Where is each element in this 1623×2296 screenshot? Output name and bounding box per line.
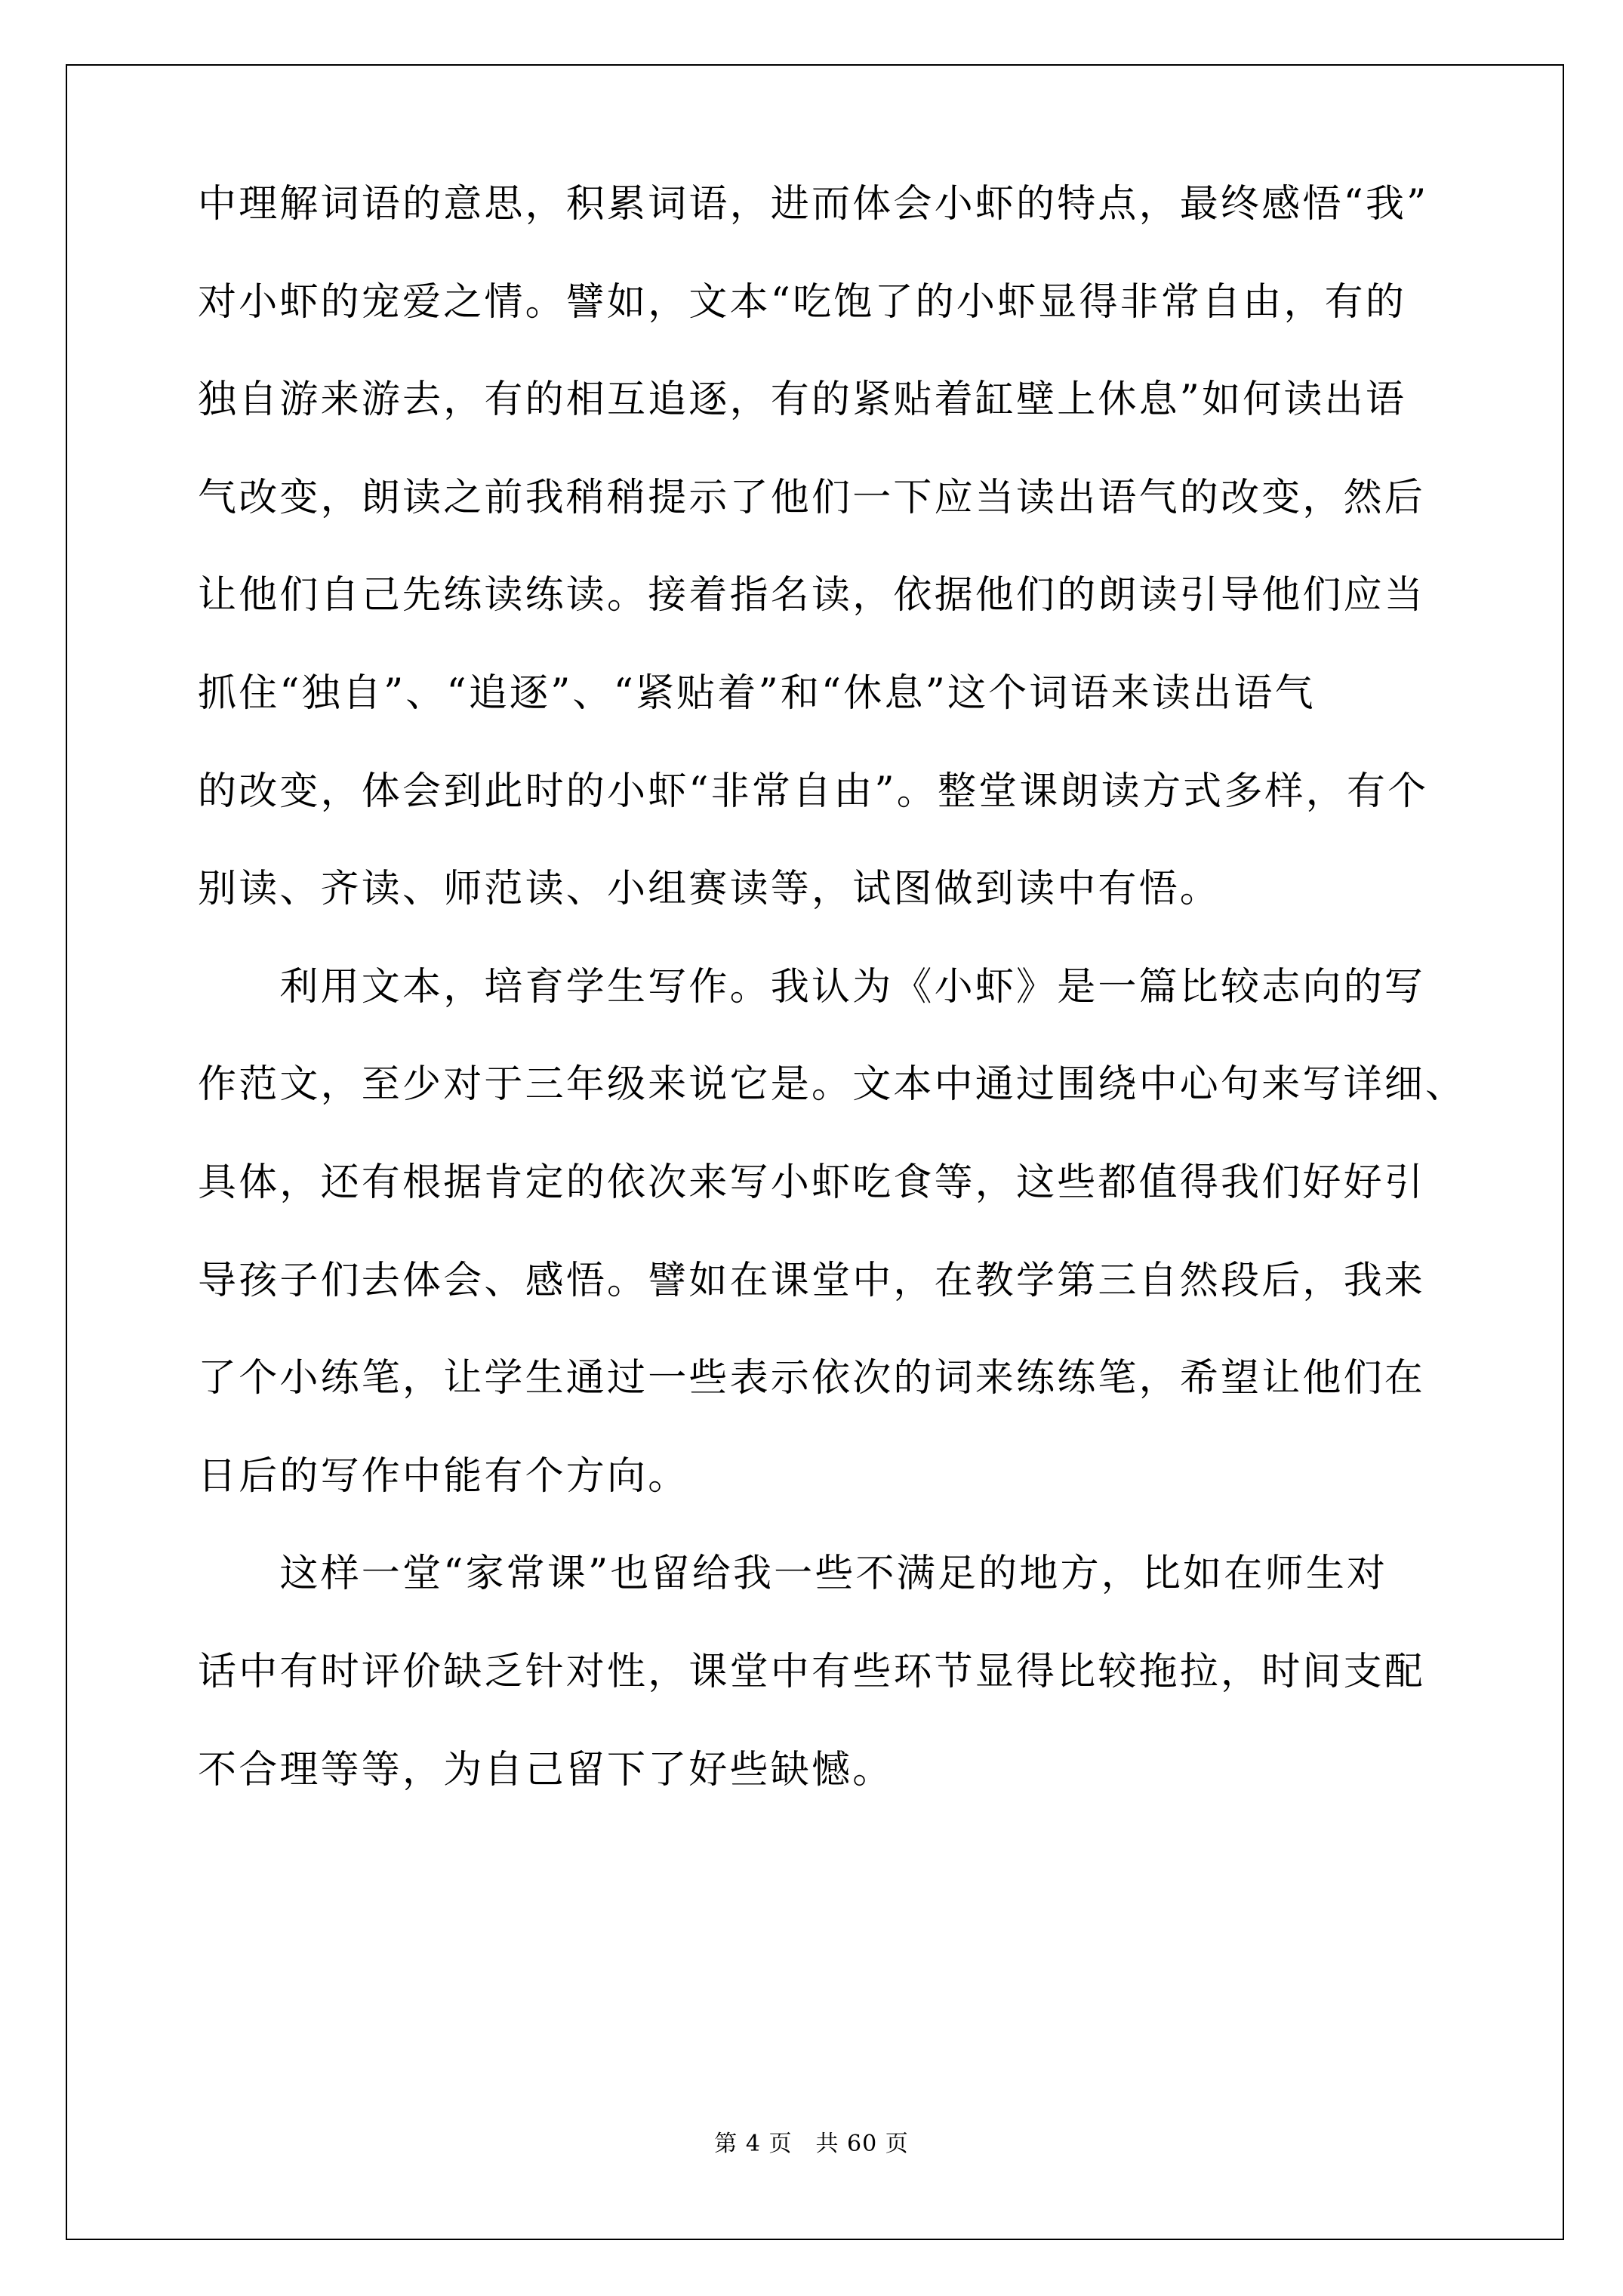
text-line: 抓住“独自”、“追逐”、“紧贴着”和“休息”这个词语来读出语气: [198, 670, 1316, 716]
text-line: 中理解词语的意思，积累词语，进而体会小虾的特点，最终感悟“我”: [198, 182, 1429, 227]
text-line: 的改变，体会到此时的小虾“非常自由”。整堂课朗读方式多样，有个: [198, 769, 1429, 814]
text-line: 这样一堂“家常课”也留给我一些不满足的地方，比如在师生对: [198, 1552, 1388, 1597]
text-line: 独自游来游去，有的相互追逐，有的紧贴着缸壁上休息”如何读出语: [198, 378, 1407, 423]
text-line: 别读、齐读、师范读、小组赛读等，试图做到读中有悟。: [198, 867, 1221, 912]
text-line: 让他们自己先练读练读。接着指名读，依据他们的朗读引导他们应当: [198, 573, 1426, 618]
document-body: [198, 183, 1466, 1847]
text-line: 利用文本，培育学生写作。我认为《小虾》是一篇比较志向的写: [198, 964, 1426, 1009]
text-line: 作范文，至少对于三年级来说它是。文本中通过围绕中心句来写详细、: [198, 1062, 1467, 1108]
text-line: 日后的写作中能有个方向。: [198, 1453, 689, 1499]
text-line: 导孩子们去体会、感悟。譬如在课堂中，在教学第三自然段后，我来: [198, 1258, 1426, 1303]
text-line: 了个小练笔，让学生通过一些表示依次的词来练练笔，希望让他们在: [198, 1356, 1426, 1401]
text-line: 对小虾的宠爱之情。譬如，文本“吃饱了的小虾显得非常自由，有的: [198, 279, 1407, 325]
text-line: 具体，还有根据肯定的依次来写小虾吃食等，这些都值得我们好好引: [198, 1160, 1426, 1205]
text-line: 不合理等等，为自己留下了好些缺憾。: [198, 1747, 894, 1792]
page-number-footer: 第 4 页 共 60 页: [714, 2131, 909, 2157]
text-line: 话中有时评价缺乏针对性，课堂中有些环节显得比较拖拉，时间支配: [198, 1649, 1426, 1694]
text-line: 气改变，朗读之前我稍稍提示了他们一下应当读出语气的改变，然后: [198, 475, 1426, 520]
